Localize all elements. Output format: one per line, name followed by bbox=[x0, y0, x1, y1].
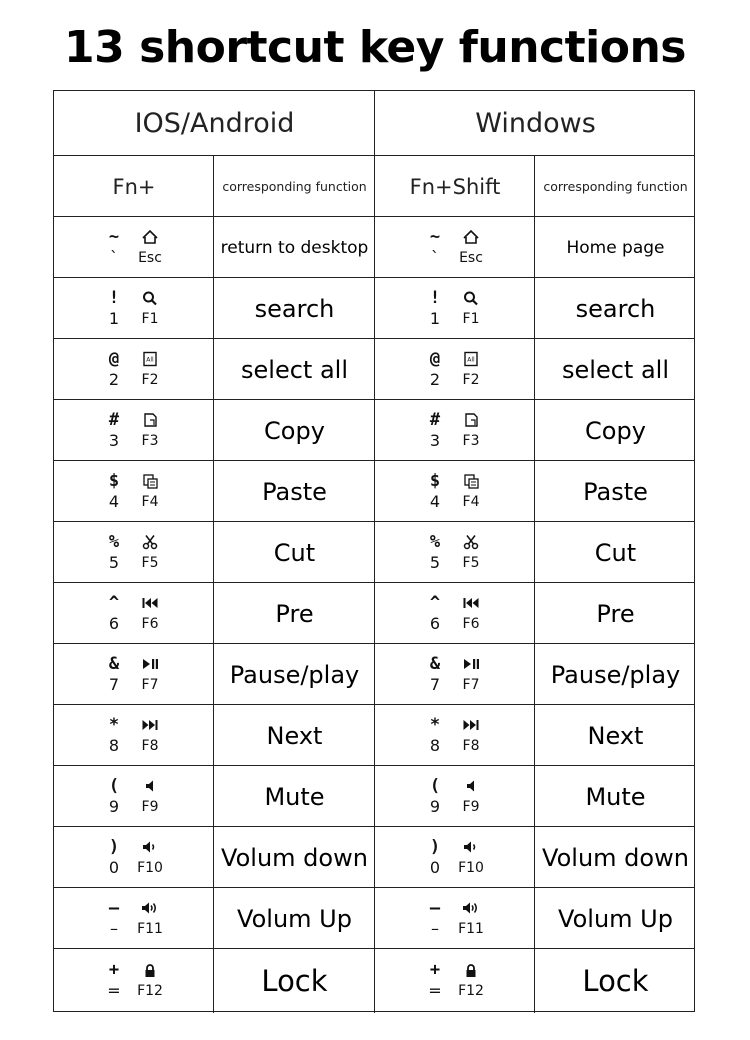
home-icon bbox=[133, 226, 167, 248]
key-shift-symbol: — bbox=[429, 897, 441, 918]
key-number: 4 bbox=[108, 491, 120, 511]
key-top-row bbox=[410, 714, 500, 736]
key-shift-symbol: ) bbox=[108, 836, 120, 857]
ios-key-cell bbox=[54, 217, 214, 278]
windows-key-cell bbox=[375, 400, 535, 461]
key-function-label: F1 bbox=[462, 310, 480, 327]
key-shift-symbol: $ bbox=[108, 470, 120, 491]
windows-key-cell bbox=[375, 522, 535, 583]
key-top-row bbox=[89, 959, 179, 981]
svg-text:All: All bbox=[467, 356, 475, 364]
key-number: 5 bbox=[429, 552, 441, 572]
key-bottom-row bbox=[410, 674, 500, 696]
ios-function-cell: Next bbox=[266, 721, 323, 750]
select-all-icon bbox=[133, 348, 167, 370]
header-ios-modifier: Fn+ bbox=[112, 174, 156, 199]
ios-key-cell bbox=[54, 400, 214, 461]
windows-key-cell bbox=[375, 217, 535, 278]
key-function-label: F4 bbox=[141, 493, 159, 510]
key-legend bbox=[89, 223, 179, 273]
key-bottom-row bbox=[410, 430, 500, 452]
ios-function-cell: Copy bbox=[264, 416, 325, 445]
key-legend bbox=[410, 589, 500, 639]
ios-key-cell bbox=[54, 766, 214, 827]
key-number: 1 bbox=[108, 308, 120, 328]
key-legend bbox=[89, 650, 179, 700]
ios-function-cell: Paste bbox=[262, 477, 327, 506]
windows-function-cell: Pre bbox=[596, 599, 635, 628]
key-function-label: F11 bbox=[137, 920, 163, 937]
header-ios-function: corresponding function bbox=[222, 179, 367, 194]
key-bottom-row bbox=[89, 247, 179, 269]
ios-function-cell: select all bbox=[241, 355, 348, 384]
key-legend bbox=[410, 223, 500, 273]
lock-icon bbox=[133, 959, 167, 981]
key-bottom-row bbox=[410, 796, 500, 818]
key-bottom-row bbox=[89, 796, 179, 818]
key-shift-symbol: ! bbox=[429, 287, 441, 308]
key-function-label: Esc bbox=[459, 249, 483, 266]
key-shift-symbol: ( bbox=[429, 775, 441, 796]
key-bottom-row bbox=[89, 430, 179, 452]
ios-function-cell: Volum down bbox=[221, 843, 368, 872]
key-shift-symbol: & bbox=[108, 653, 120, 674]
key-bottom-row bbox=[410, 552, 500, 574]
key-number: ` bbox=[110, 247, 118, 267]
key-number: – bbox=[431, 918, 439, 938]
key-number: 0 bbox=[429, 857, 441, 877]
ios-key-cell bbox=[54, 339, 214, 400]
play-pause-icon bbox=[133, 653, 167, 675]
windows-key-cell bbox=[375, 888, 535, 949]
key-legend bbox=[410, 345, 500, 395]
key-function-label: F7 bbox=[141, 676, 159, 693]
key-shift-symbol: ( bbox=[108, 775, 120, 796]
key-legend bbox=[410, 467, 500, 517]
windows-function-cell: Volum Up bbox=[558, 904, 673, 933]
key-shift-symbol: @ bbox=[429, 348, 441, 369]
key-legend bbox=[89, 711, 179, 761]
key-bottom-row bbox=[410, 491, 500, 513]
ios-key-cell bbox=[54, 705, 214, 766]
key-number: 5 bbox=[108, 552, 120, 572]
key-function-label: F12 bbox=[458, 983, 484, 999]
next-track-icon bbox=[454, 714, 488, 736]
ios-function-cell: Pre bbox=[275, 599, 314, 628]
key-shift-symbol: % bbox=[108, 531, 120, 552]
windows-function-cell: Cut bbox=[594, 538, 637, 567]
copy-icon bbox=[454, 409, 488, 431]
page-title: 13 shortcut key functions bbox=[64, 22, 686, 73]
key-function-label: F4 bbox=[462, 493, 480, 510]
key-legend bbox=[89, 956, 179, 1006]
select-all-icon bbox=[454, 348, 488, 370]
windows-function-cell: Next bbox=[587, 721, 644, 750]
key-top-row bbox=[89, 531, 179, 553]
key-legend bbox=[89, 833, 179, 883]
windows-function-cell: select all bbox=[562, 355, 669, 384]
key-number: 6 bbox=[429, 613, 441, 633]
key-function-label: F12 bbox=[137, 983, 163, 999]
key-function-label: F7 bbox=[462, 676, 480, 693]
key-legend bbox=[89, 589, 179, 639]
copy-icon bbox=[133, 409, 167, 431]
key-legend bbox=[89, 894, 179, 944]
key-top-row bbox=[89, 348, 179, 370]
windows-key-cell bbox=[375, 766, 535, 827]
key-bottom-row bbox=[89, 491, 179, 513]
key-function-label: F5 bbox=[462, 554, 480, 571]
key-number: 2 bbox=[108, 369, 120, 389]
windows-function-cell: Mute bbox=[585, 782, 646, 811]
key-top-row bbox=[410, 775, 500, 797]
key-function-label: F3 bbox=[141, 432, 159, 449]
key-legend bbox=[89, 528, 179, 578]
key-top-row bbox=[410, 287, 500, 309]
key-number: 2 bbox=[429, 369, 441, 389]
windows-function-cell: search bbox=[575, 294, 656, 323]
windows-key-cell bbox=[375, 827, 535, 888]
ios-key-cell bbox=[54, 949, 214, 1013]
key-top-row bbox=[410, 592, 500, 614]
key-number: 9 bbox=[429, 796, 441, 816]
ios-function-cell: Lock bbox=[261, 964, 328, 998]
scissors-icon bbox=[133, 531, 167, 553]
key-function-label: F10 bbox=[458, 859, 484, 876]
key-bottom-row bbox=[410, 247, 500, 269]
shortcut-table bbox=[53, 90, 695, 1012]
key-shift-symbol: * bbox=[429, 714, 441, 735]
key-top-row bbox=[89, 287, 179, 309]
ios-key-cell bbox=[54, 278, 214, 339]
key-shift-symbol: % bbox=[429, 531, 441, 552]
ios-key-cell bbox=[54, 461, 214, 522]
key-function-label: F9 bbox=[141, 798, 159, 815]
key-number: 4 bbox=[429, 491, 441, 511]
key-bottom-row bbox=[89, 369, 179, 391]
key-top-row bbox=[410, 836, 500, 858]
header-ios-android: IOS/Android bbox=[134, 108, 295, 139]
key-bottom-row bbox=[89, 735, 179, 757]
key-legend bbox=[410, 894, 500, 944]
key-top-row bbox=[89, 653, 179, 675]
windows-function-cell: Lock bbox=[582, 964, 649, 998]
key-number: 0 bbox=[108, 857, 120, 877]
key-number: ` bbox=[431, 247, 439, 267]
ios-function-cell: Volum Up bbox=[237, 904, 352, 933]
key-number: 8 bbox=[108, 735, 120, 755]
key-shift-symbol: * bbox=[108, 714, 120, 735]
key-function-label: F2 bbox=[462, 371, 480, 388]
key-function-label: F1 bbox=[141, 310, 159, 327]
mute-icon bbox=[133, 775, 167, 797]
key-top-row bbox=[89, 714, 179, 736]
key-shift-symbol: & bbox=[429, 653, 441, 674]
windows-function-cell: Paste bbox=[583, 477, 648, 506]
key-shift-symbol: ! bbox=[108, 287, 120, 308]
header-windows: Windows bbox=[475, 108, 596, 139]
header-win-modifier: Fn+Shift bbox=[409, 174, 501, 199]
key-shift-symbol: # bbox=[429, 409, 441, 430]
windows-key-cell bbox=[375, 705, 535, 766]
key-legend bbox=[89, 345, 179, 395]
paste-icon bbox=[133, 470, 167, 492]
windows-key-cell bbox=[375, 949, 535, 1013]
key-function-label: F3 bbox=[462, 432, 480, 449]
windows-key-cell bbox=[375, 339, 535, 400]
windows-function-cell: Pause/play bbox=[550, 660, 681, 689]
windows-key-cell bbox=[375, 461, 535, 522]
ios-function-cell: return to desktop bbox=[220, 237, 369, 258]
key-top-row bbox=[410, 531, 500, 553]
volume-up-icon bbox=[133, 897, 167, 919]
key-number: 3 bbox=[108, 430, 120, 450]
ios-key-cell bbox=[54, 827, 214, 888]
key-number: 1 bbox=[429, 308, 441, 328]
windows-function-cell: Copy bbox=[585, 416, 646, 445]
home-icon bbox=[454, 226, 488, 248]
key-bottom-row bbox=[89, 552, 179, 574]
key-shift-symbol: + bbox=[429, 960, 441, 980]
key-number: 6 bbox=[108, 613, 120, 633]
key-top-row bbox=[89, 836, 179, 858]
play-pause-icon bbox=[454, 653, 488, 675]
key-bottom-row bbox=[410, 918, 500, 940]
key-number: – bbox=[110, 918, 118, 938]
key-legend bbox=[89, 772, 179, 822]
key-legend bbox=[410, 406, 500, 456]
key-bottom-row bbox=[89, 613, 179, 635]
header-win-function: corresponding function bbox=[543, 179, 688, 194]
key-shift-symbol: — bbox=[108, 897, 120, 918]
ios-function-cell: Pause/play bbox=[229, 660, 360, 689]
windows-key-cell bbox=[375, 644, 535, 705]
previous-track-icon bbox=[133, 592, 167, 614]
key-bottom-row bbox=[89, 980, 179, 1002]
key-function-label: F10 bbox=[137, 859, 163, 876]
key-number: 9 bbox=[108, 796, 120, 816]
key-shift-symbol: $ bbox=[429, 470, 441, 491]
key-bottom-row bbox=[89, 674, 179, 696]
volume-down-icon bbox=[454, 836, 488, 858]
key-top-row bbox=[89, 775, 179, 797]
key-shift-symbol: + bbox=[108, 960, 120, 980]
svg-text:All: All bbox=[146, 356, 154, 364]
key-top-row bbox=[89, 897, 179, 919]
key-number: 3 bbox=[429, 430, 441, 450]
key-bottom-row bbox=[410, 980, 500, 1002]
paste-icon bbox=[454, 470, 488, 492]
key-legend bbox=[410, 528, 500, 578]
previous-track-icon bbox=[454, 592, 488, 614]
key-legend bbox=[410, 772, 500, 822]
key-number: 7 bbox=[108, 674, 120, 694]
key-legend bbox=[410, 833, 500, 883]
ios-key-cell bbox=[54, 522, 214, 583]
key-shift-symbol: # bbox=[108, 409, 120, 430]
key-function-label: Esc bbox=[138, 249, 162, 266]
key-bottom-row bbox=[410, 369, 500, 391]
lock-icon bbox=[454, 959, 488, 981]
key-shift-symbol: @ bbox=[108, 348, 120, 369]
mute-icon bbox=[454, 775, 488, 797]
key-function-label: F5 bbox=[141, 554, 159, 571]
key-shift-symbol: ^ bbox=[108, 592, 120, 613]
key-function-label: F11 bbox=[458, 920, 484, 937]
ios-function-cell: search bbox=[254, 294, 335, 323]
volume-down-icon bbox=[133, 836, 167, 858]
key-top-row bbox=[410, 409, 500, 431]
key-legend bbox=[89, 406, 179, 456]
key-function-label: F6 bbox=[462, 615, 480, 632]
key-legend bbox=[410, 956, 500, 1006]
key-top-row bbox=[410, 470, 500, 492]
key-top-row bbox=[410, 897, 500, 919]
key-legend bbox=[410, 650, 500, 700]
key-top-row bbox=[410, 348, 500, 370]
key-top-row bbox=[89, 592, 179, 614]
windows-function-cell: Home page bbox=[566, 237, 665, 258]
ios-function-cell: Cut bbox=[273, 538, 316, 567]
key-bottom-row bbox=[410, 308, 500, 330]
key-shift-symbol: ~ bbox=[429, 226, 441, 247]
key-shift-symbol: ^ bbox=[429, 592, 441, 613]
key-bottom-row bbox=[89, 308, 179, 330]
key-bottom-row bbox=[410, 735, 500, 757]
key-top-row bbox=[89, 409, 179, 431]
key-top-row bbox=[410, 226, 500, 248]
key-legend bbox=[410, 284, 500, 334]
key-bottom-row bbox=[410, 613, 500, 635]
windows-key-cell bbox=[375, 583, 535, 644]
windows-key-cell bbox=[375, 278, 535, 339]
scissors-icon bbox=[454, 531, 488, 553]
key-number: = bbox=[428, 981, 442, 1000]
search-icon bbox=[133, 287, 167, 309]
key-bottom-row bbox=[410, 857, 500, 879]
key-function-label: F2 bbox=[141, 371, 159, 388]
key-top-row bbox=[89, 470, 179, 492]
key-function-label: F6 bbox=[141, 615, 159, 632]
ios-key-cell bbox=[54, 583, 214, 644]
key-legend bbox=[89, 467, 179, 517]
ios-key-cell bbox=[54, 888, 214, 949]
key-legend bbox=[410, 711, 500, 761]
windows-function-cell: Volum down bbox=[542, 843, 689, 872]
key-shift-symbol: ~ bbox=[108, 226, 120, 247]
ios-key-cell bbox=[54, 644, 214, 705]
key-shift-symbol: ) bbox=[429, 836, 441, 857]
key-bottom-row bbox=[89, 918, 179, 940]
key-top-row bbox=[410, 653, 500, 675]
key-function-label: F8 bbox=[141, 737, 159, 754]
next-track-icon bbox=[133, 714, 167, 736]
key-legend bbox=[89, 284, 179, 334]
key-number: 7 bbox=[429, 674, 441, 694]
search-icon bbox=[454, 287, 488, 309]
key-bottom-row bbox=[89, 857, 179, 879]
ios-function-cell: Mute bbox=[264, 782, 325, 811]
key-number: 8 bbox=[429, 735, 441, 755]
key-function-label: F9 bbox=[462, 798, 480, 815]
key-number: = bbox=[107, 981, 121, 1000]
key-top-row bbox=[89, 226, 179, 248]
key-function-label: F8 bbox=[462, 737, 480, 754]
volume-up-icon bbox=[454, 897, 488, 919]
key-top-row bbox=[410, 959, 500, 981]
